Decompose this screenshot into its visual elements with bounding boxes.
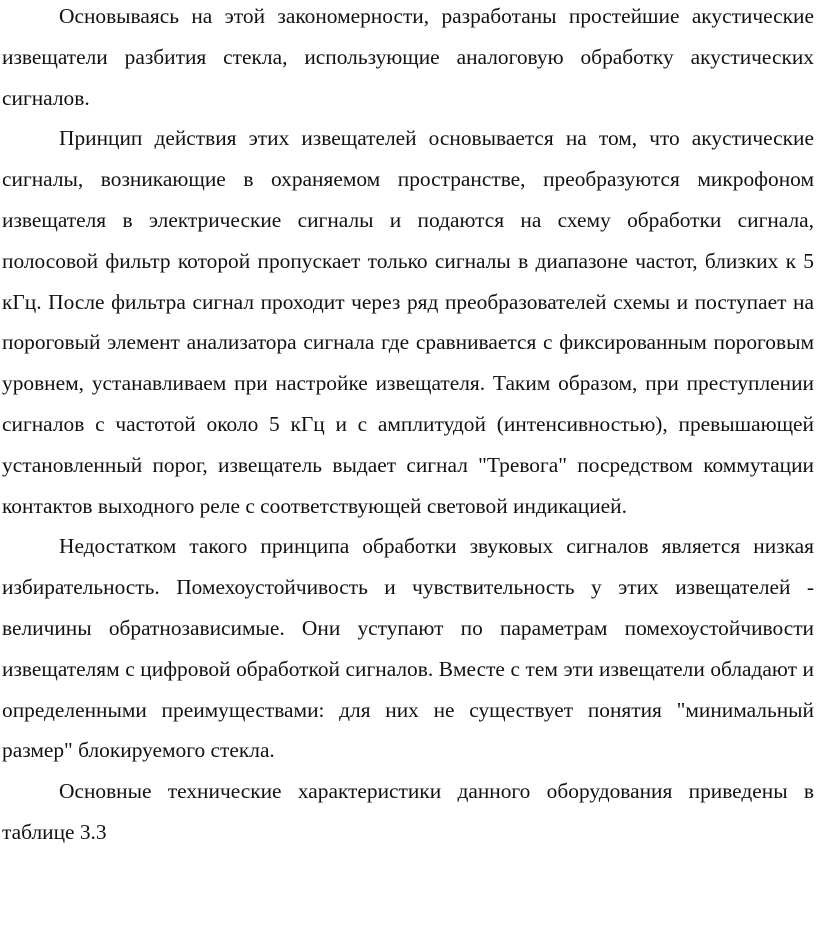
paragraph-principle-basis: Основываясь на этой закономерности, разработаны простейшие акустические извещатели разбития стекла, использующие аналоговую обработку акустических сигналов.: [2, 4, 814, 110]
paragraph-drawbacks: Недостатком такого принципа обработки звуковых сигналов является низкая избирательность. Помехоустойчивость и чувствительность у этих извещателей - величины обратнозависимые. Они уступают по параметрам помехоустойчивости извещателям с цифровой обработкой сигналов. Вместе с тем эти извещатели обладают и определенными преимуществами: для них не существует понятия "минимальный размер" блокируемого стекла.: [2, 534, 814, 763]
paragraph-table-reference: Основные технические характеристики данного оборудования приведены в таблице 3.3: [2, 779, 814, 844]
paragraph-operation-principle: Принцип действия этих извещателей основывается на том, что акустические сигналы, возникающие в охраняемом пространстве, преобразуются микрофоном извещателя в электрические сигналы и подаются на схему обработки сигнала, полосовой фильтр которой пропускает только сигналы в диапазоне частот, близких к 5 кГц. После фильтра сигнал проходит через ряд преобразователей схемы и поступает на пороговый элемент анализатора сигнала где сравнивается с фиксированным пороговым уровнем, устанавливаем при настройке извещателя. Таким образом, при преступлении сигналов с частотой около 5 кГц и с амплитудой (интенсивностью), превышающей установленный порог, извещатель выдает сигнал "Тревога" посредством коммутации контактов выходного реле с соответствующей световой индикацией.: [2, 126, 814, 518]
